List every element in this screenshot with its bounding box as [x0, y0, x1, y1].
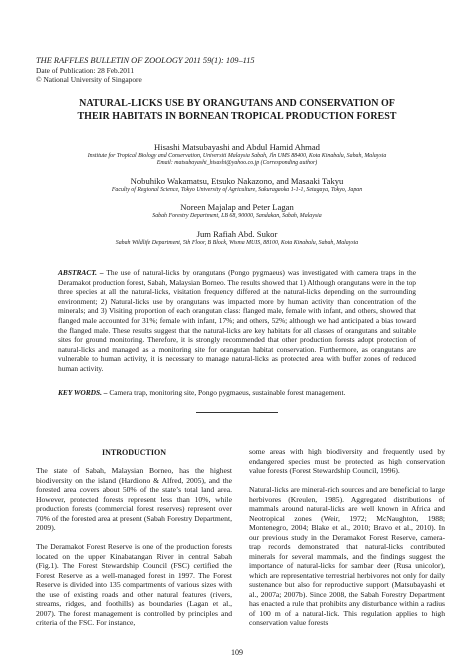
author-group-4 — [56, 229, 418, 247]
left-column — [36, 466, 232, 637]
body-paragraph: some areas with high biodiversity and frequently used by endangered species must be protected as high conservation value forests (Forest Stewardship Council, 1996). — [249, 447, 445, 475]
paper-title — [60, 97, 414, 123]
keywords-label: KEY WORDS. – — [58, 388, 108, 397]
author-names: Nobuhiko Wakamatsu, Etsuko Nakazono, and Masaaki Takyu — [130, 175, 344, 186]
copyright-line: © National University of Singapore — [36, 75, 142, 84]
abstract-label: ABSTRACT. – — [58, 268, 104, 277]
author-group-2 — [56, 176, 418, 194]
publication-date: Date of Publication: 28 Feb.2011 — [36, 66, 135, 75]
author-names: Noreen Majalap and Peter Lagan — [180, 202, 294, 213]
author-affiliation: Sabah Wildlife Department, 5th Floor, B Block, Wisma MUIS, 88100, Kota Kinabalu, Sabah, Malaysia — [115, 239, 359, 246]
journal-citation: THE RAFFLES BULLETIN OF ZOOLOGY 2011 59(1): 109–115 — [36, 56, 255, 65]
author-affiliation: Sabah Forestry Department, LB 68, 90000, Sandakan, Sabah, Malaysia — [152, 213, 322, 220]
author-affiliation: Institute for Tropical Biology and Conservation, Universiti Malaysia Sabah, Jln UMS 88400, Kota Kinabalu, Sabah, Malaysia — [87, 153, 387, 159]
abstract — [58, 268, 416, 374]
section-heading-introduction: INTRODUCTION — [101, 448, 166, 457]
body-paragraph: The Deramakot Forest Reserve is one of the production forests located on the upper Kinabatangan River in central Sabah (Fig.1). The Forest Stewardship Council (FSC) certified the Forest Reserve as a well-managed forest in 1997. The Forest Reserve is divided into 135 compartments of various sizes with the use of existing roads and other natural features (rivers, streams, ridges, and foothills) as boundaries (Lagan et al., 2007). The forest management is controlled by principles and criteria of the FSC. For instance, — [36, 542, 232, 627]
section-divider — [196, 412, 278, 413]
title-line-2: THEIR HABITATS IN BORNEAN TROPICAL PRODUCTION FOREST — [77, 111, 397, 122]
title-line-1: NATURAL-LICKS USE BY ORANGUTANS AND CONSERVATION OF — [79, 98, 395, 109]
author-group-3 — [56, 202, 418, 220]
author-affiliation: Faculty of Regional Science, Tokyo University of Agriculture, Sakuragaoka 1-1-1, Setagaya, Tokyo, Japan — [111, 186, 363, 193]
author-email: Email: matsubayashi_hisashi@yahoo.co.jp (Corresponding author) — [156, 160, 318, 167]
keywords — [58, 388, 416, 398]
author-list — [56, 142, 418, 255]
page-number: 109 — [231, 648, 243, 657]
author-names: Hisashi Matsubayashi and Abdul Hamid Ahmad — [154, 142, 320, 152]
right-column — [249, 447, 445, 637]
author-group-1 — [56, 142, 418, 168]
keywords-text: Camera trap, monitoring site, Pongo pygmaeus, sustainable forest management. — [107, 388, 346, 397]
abstract-text: The use of natural-licks by orangutans (Pongo pygmaeus) was investigated with camera traps in the Deramakot production forest, Sabah, Malaysian Borneo. The results showed that 1) Although orangutans were in the top three species at all the natural-licks, visitation frequency differed at the natural-licks depending on the surrounding environment; 2) Natural-licks use by orangutans was impacted more by human activity than concentration of the minerals; and 3) Visiting proportion of each orangutan class: flanged male, female with infant, and others, showed that flanged male accounted for 31%; female with infant, 17%; and others, 52%; although we had anticipated a bias toward the flanged male. These results suggest that the natural-licks are key habitats for all classes of orangutans and suitable sites for ground monitoring. Therefore, it is strongly recommended that other production forests adopt protection of natural-licks and managed as a monitoring site for orangutan habitat conservation. Furthermore, as orangutans are vulnerable to human activity, it is necessary to manage natural-licks as protected area with buffer zones of reduced human activity. — [58, 268, 417, 373]
journal-header — [36, 56, 436, 84]
body-paragraph: Natural-licks are mineral-rich sources and are beneficial to large herbivores (Kreulen, 1985). Aggregated distributions of mammals around natural-licks are well known in Africa and Neotropical zones (Weir, 1972; McNaughton, 1988; Montenegro, 2004; Blake et al., 2010; Bravo et al., 2010). In our previous study in the Deramakot Forest Reserve, camera-trap records demonstrated that natural-licks contributed minerals for several mammals, and the findings suggest the importance of natural-licks for sambar deer (Rusa unicolor), which are representative terrestrial herbivores not only for daily sustenance but also for reproductive support (Matsubayashi et al., 2007a; 2007b). Since 2008, the Sabah Forestry Department has enacted a rule that prohibits any disturbance within a radius of 100 m of a natural-lick. This regulation applies to high conservation value forests — [249, 485, 445, 627]
author-names: Jum Rafiah Abd. Sukor — [196, 228, 278, 239]
body-paragraph: The state of Sabah, Malaysian Borneo, has the highest biodiversity on the island (Hardiono & Alfred, 2005), and the forested area covers about 50% of the state’s total land area. However, protected forests represent less than 10%, while production forests (commercial forest reserves) represent over 70% of the forested area at present (Sabah Forestry Department, 2009). — [36, 466, 232, 532]
